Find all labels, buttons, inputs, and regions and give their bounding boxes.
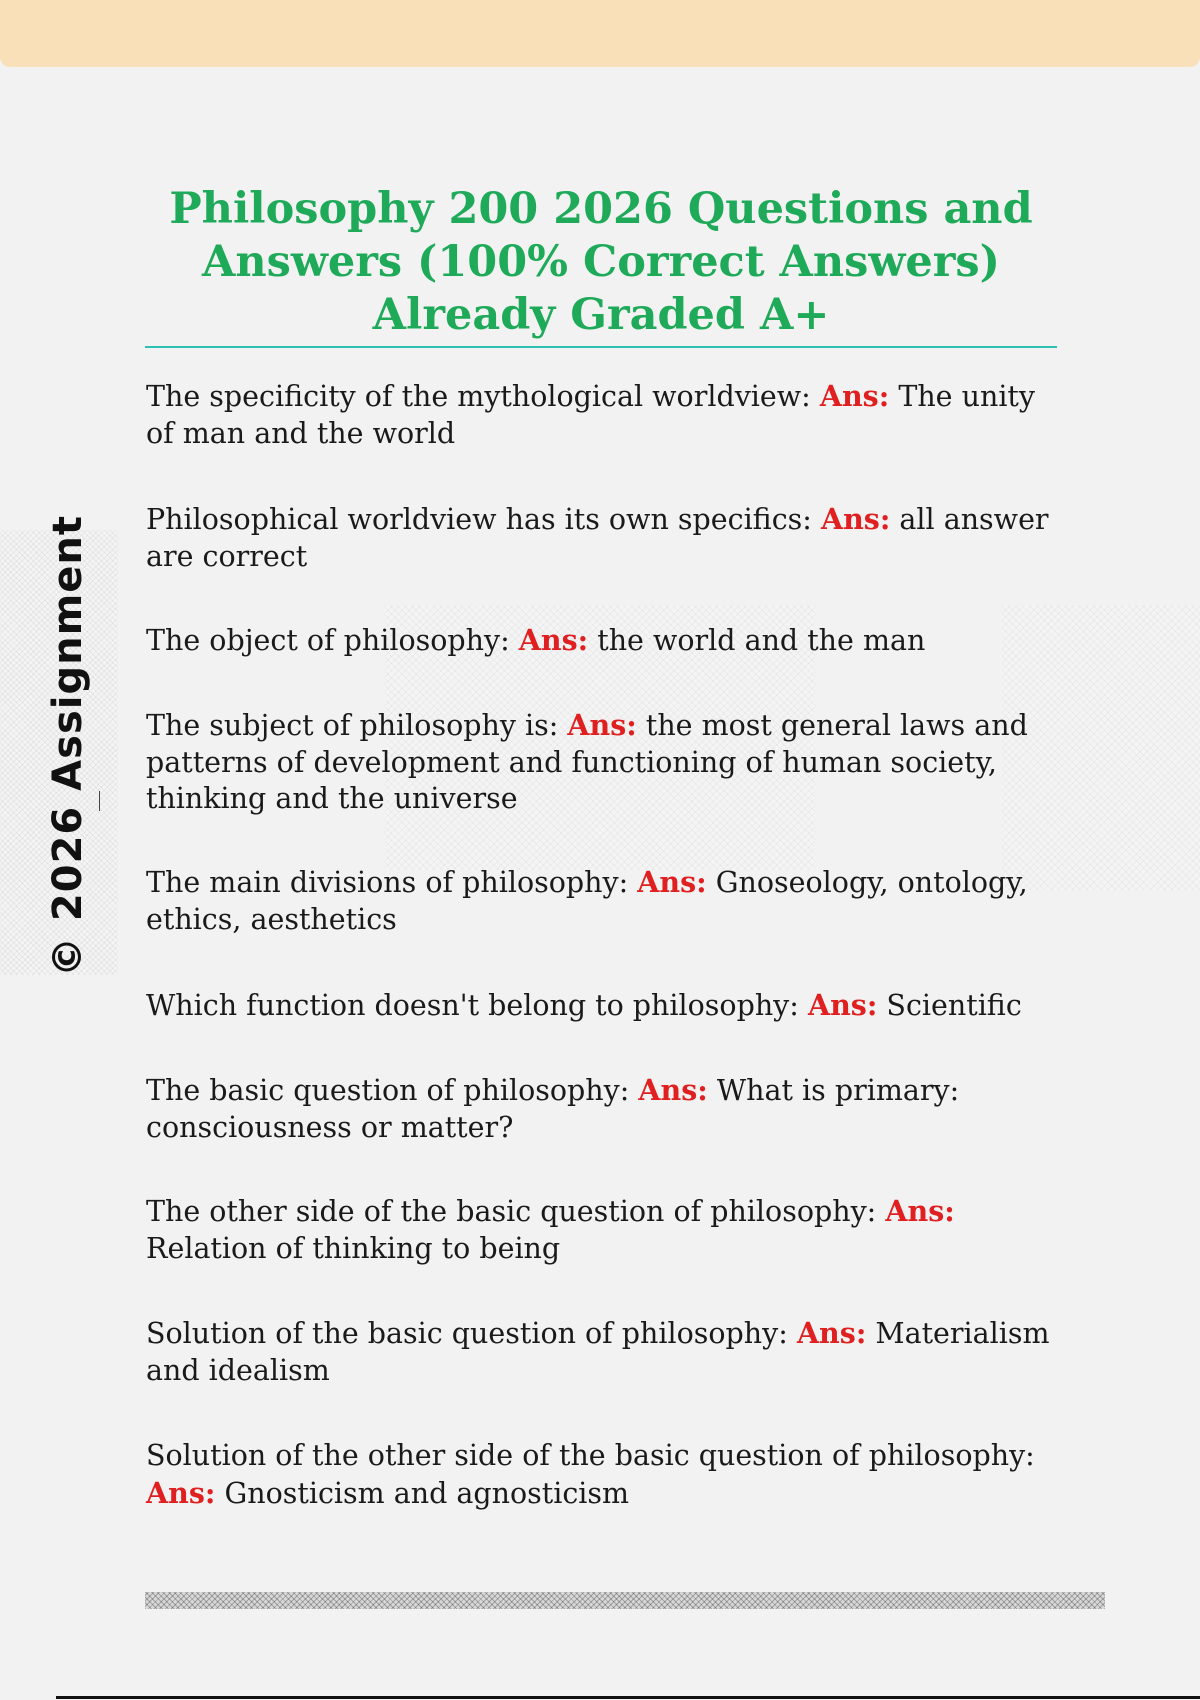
qa-item <box>146 987 1066 1025</box>
answer-label: Ans: <box>567 708 637 742</box>
qa-item <box>146 707 1066 818</box>
answer-text: Scientific <box>886 989 1022 1022</box>
answer-label: Ans: <box>819 379 890 413</box>
qa-item <box>146 1072 1066 1146</box>
answer-text: Gnosticism and agnosticism <box>224 1476 630 1510</box>
answer-text: all answer are correct <box>146 503 1049 573</box>
question-text: Solution of the other side of the basic question of philosophy: <box>146 1439 1035 1472</box>
answer-text: What is primary: consciousness or matter? <box>146 1074 960 1144</box>
answer-text: the most general laws and patterns of development and functioning of human society, thinking and the universe <box>146 709 1028 815</box>
question-text: The object of philosophy: <box>146 624 510 657</box>
question-text: Solution of the basic question of philosophy: <box>146 1317 788 1350</box>
answer-text: Gnoseology, ontology, ethics, aesthetics <box>146 866 1028 936</box>
footer-rule <box>56 1696 1200 1699</box>
question-text: The basic question of philosophy: <box>146 1074 630 1107</box>
answer-text: Materialism and idealism <box>146 1317 1050 1387</box>
side-watermark-tick <box>99 791 100 811</box>
answer-label: Ans: <box>885 1194 955 1228</box>
qa-item <box>146 864 1066 938</box>
answer-label: Ans: <box>637 865 707 899</box>
question-text: The other side of the basic question of philosophy: <box>146 1195 877 1228</box>
answer-label: Ans: <box>820 502 891 536</box>
question-text: The specificity of the mythological worldview: <box>146 380 811 413</box>
qa-item <box>146 501 1066 575</box>
top-banner <box>0 0 1200 67</box>
qa-item <box>146 622 1066 660</box>
question-text: The subject of philosophy is: <box>146 709 559 742</box>
answer-text: the world and the man <box>597 624 926 657</box>
answer-label: Ans: <box>146 1475 216 1510</box>
answer-text: The unity of man and the world <box>146 380 1035 450</box>
qa-item <box>146 378 1066 452</box>
question-text: The main divisions of philosophy: <box>146 866 629 899</box>
title-underline <box>145 346 1057 348</box>
answer-label: Ans: <box>518 623 589 657</box>
answer-label: Ans: <box>638 1073 708 1107</box>
page-title: Philosophy 200 2026 Questions and Answers (100% Correct Answers) Already Graded A+ <box>169 184 1033 340</box>
answer-label: Ans: <box>796 1316 867 1350</box>
footer-pattern-band <box>145 1592 1105 1609</box>
qa-item <box>146 1315 1066 1389</box>
answer-text: Relation of thinking to being <box>146 1231 561 1265</box>
qa-item <box>146 1438 1066 1512</box>
qa-item <box>146 1193 1066 1267</box>
question-text: Philosophical worldview has its own specifics: <box>146 503 812 536</box>
answer-label: Ans: <box>807 988 878 1022</box>
side-watermark-text: © 2026 Assignment <box>45 515 91 977</box>
question-text: Which function doesn't belong to philosophy: <box>146 989 799 1022</box>
